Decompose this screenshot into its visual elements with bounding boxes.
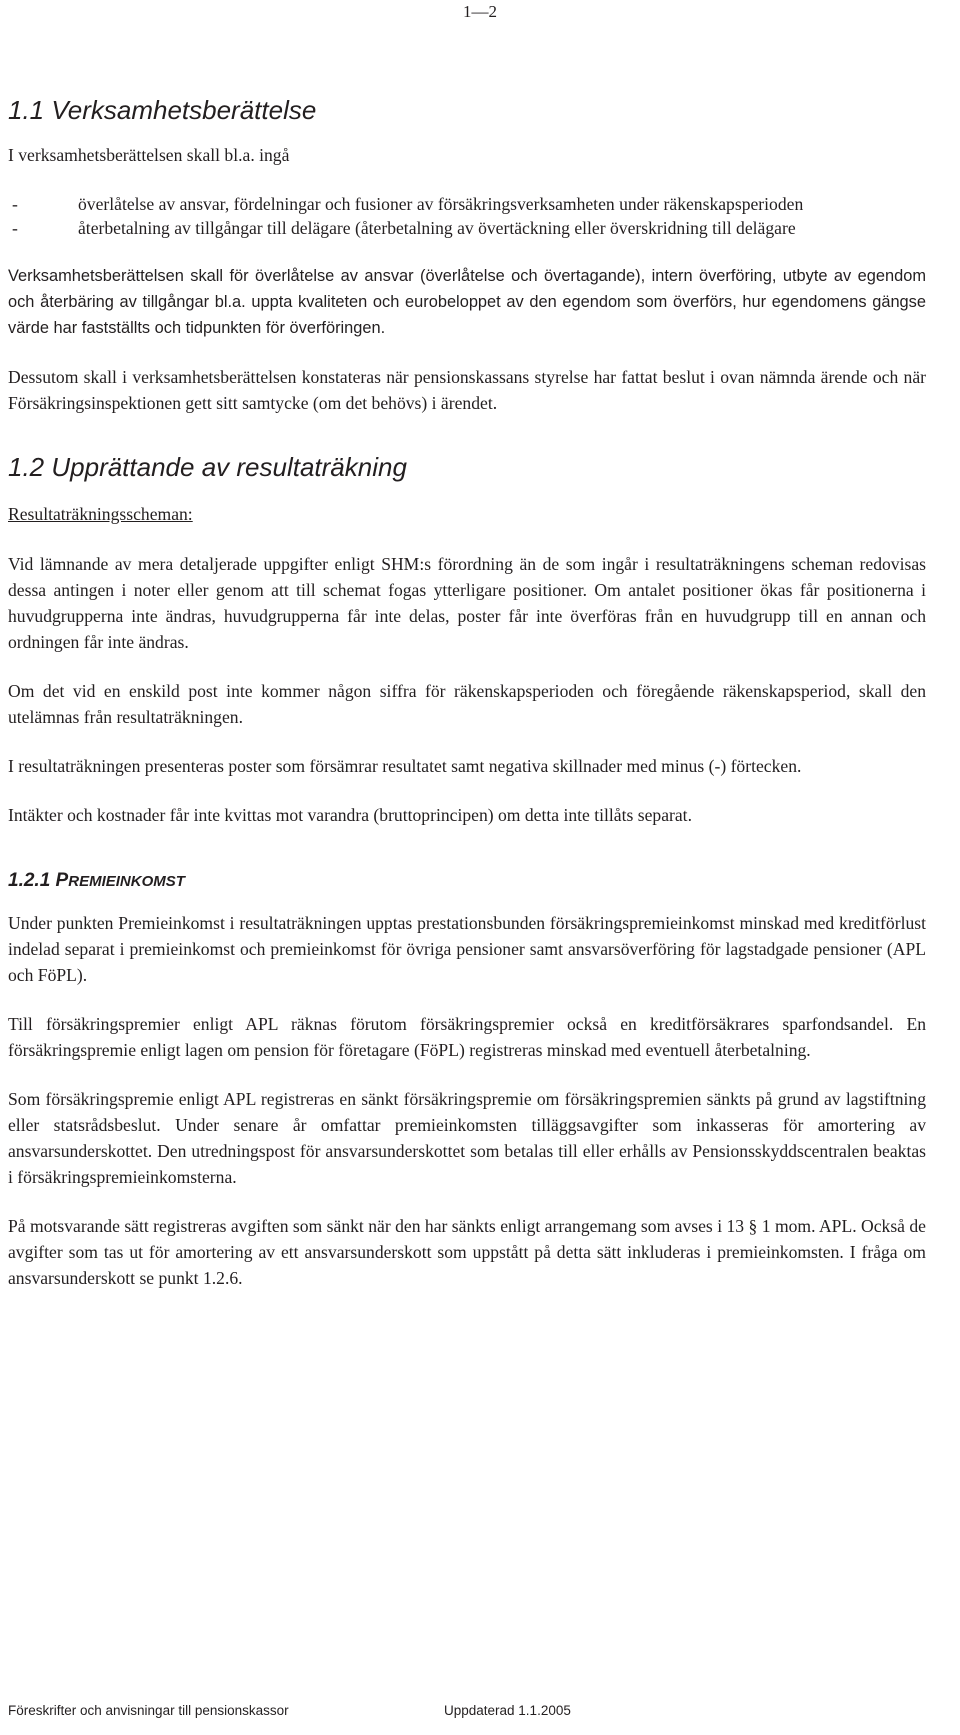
section-1-2-1-paragraph: Till försäkringspremier enligt APL räknas förutom försäkringspremier också en kreditförsäkrares sparfondsandel. En försäkringspremie enligt lagen om pension för företagare (FöPL) registreras minskad med eventuell återbetalning. — [8, 1014, 926, 1060]
section-1-2-paragraph: Om det vid en enskild post inte kommer någon siffra för räkenskapsperioden och föregående räkenskapsperiod, skall den utelämnas från resultaträkningen. — [8, 681, 926, 727]
section-heading-1-1: 1.1 Verksamhetsberättelse — [8, 95, 317, 125]
section-1-2-paragraph: I resultaträkningen presenteras poster som försämrar resultatet samt negativa skillnader med minus (-) förtecken. — [8, 756, 802, 776]
list-item-text: överlåtelse av ansvar, fördelningar och fusioner av försäkringsverksamheten under räkenskapsperioden — [78, 194, 804, 214]
section-heading-1-2-1 — [8, 870, 926, 892]
section-1-2-subheading: Resultaträkningsscheman: — [8, 504, 193, 524]
footer-title: Föreskrifter och anvisningar till pensionskassor — [8, 1703, 289, 1718]
list-bullet: - — [12, 194, 18, 214]
section-1-2-1-paragraph: Under punkten Premieinkomst i resultaträkningen upptas prestationsbunden försäkringspremieinkomst minskad med kreditförlust indelad separat i premieinkomst och premieinkomst för övriga pensioner samt ansvarsöverföring för lagstadgade pensioner (APL och FöPL). — [8, 913, 926, 985]
page-number: 1—2 — [463, 2, 497, 21]
section-1-1-intro: I verksamhetsberättelsen skall bl.a. ingå — [8, 145, 290, 165]
section-1-1-list — [8, 192, 926, 240]
document-body — [8, 95, 926, 1314]
list-bullet: - — [12, 218, 18, 238]
section-title-initial: P — [55, 870, 69, 891]
section-1-2-paragraph: Intäkter och kostnader får inte kvittas mot varandra (bruttoprincipen) om detta inte tillåts separat. — [8, 805, 692, 825]
section-title-rest: REMIEINKOMST — [68, 873, 185, 890]
footer-updated: Uppdaterad 1.1.2005 — [444, 1703, 571, 1718]
section-1-2-paragraph: Vid lämnande av mera detaljerade uppgifter enligt SHM:s förordning än de som ingår i resultaträkningens scheman redovisas dessa antingen i noter eller genom att till schemat fogas ytterligare positioner. Om antalet positioner ökas får positionerna i huvudgrupperna inte ändras, huvudgrupperna får inte delas, poster får inte överföras från en huvudgrupp till en annan och ordningen får inte ändras. — [8, 554, 926, 652]
list-item-text: återbetalning av tillgångar till delägare (återbetalning av övertäckning eller överskridning till delägare — [78, 218, 796, 238]
section-number: 1.2.1 — [8, 870, 51, 891]
section-1-1-paragraph: Dessutom skall i verksamhetsberättelsen konstateras när pensionskassans styrelse har fattat beslut i ovan nämnda ärende och när Försäkringsinspektionen gett sitt samtycke (om det behövs) i ärendet. — [8, 367, 926, 413]
section-heading-1-2: 1.2 Upprättande av resultaträkning — [8, 452, 407, 482]
list-item — [8, 216, 926, 240]
section-1-2-1-paragraph: Som försäkringspremie enligt APL registreras en sänkt försäkringspremie om försäkringspremien sänkts på grund av lagstiftning eller statsrådsbeslut. Under senare år omfattar premieinkomsten tilläggsavgifter som inkasseras för amortering av ansvarsunderskottet. Den utredningspost för ansvarsunderskottet som betalas till eller erhålls av Pensionsskyddscentralen beaktas i försäkringspremieinkomsterna. — [8, 1089, 926, 1187]
section-1-1-paragraph: Verksamhetsberättelsen skall för överlåtelse av ansvar (överlåtelse och övertagande), intern överföring, utbyte av egendom och återbäring av tillgångar bl.a. uppta kvaliteten och eurobeloppet av den egendom som överförs, hur egendomens gängse värde har fastställts och tidpunkten för överföringen. — [8, 267, 926, 337]
section-1-2-1-paragraph: På motsvarande sätt registreras avgiften som sänkt när den har sänkts enligt arrangemang som avses i 13 § 1 mom. APL. Också de avgifter som tas ut för amortering av ett ansvarsunderskott som uppstått på detta sätt inkluderas i premieinkomsten. I fråga om ansvarsunderskott se punkt 1.2.6. — [8, 1216, 926, 1288]
list-item — [8, 192, 926, 216]
